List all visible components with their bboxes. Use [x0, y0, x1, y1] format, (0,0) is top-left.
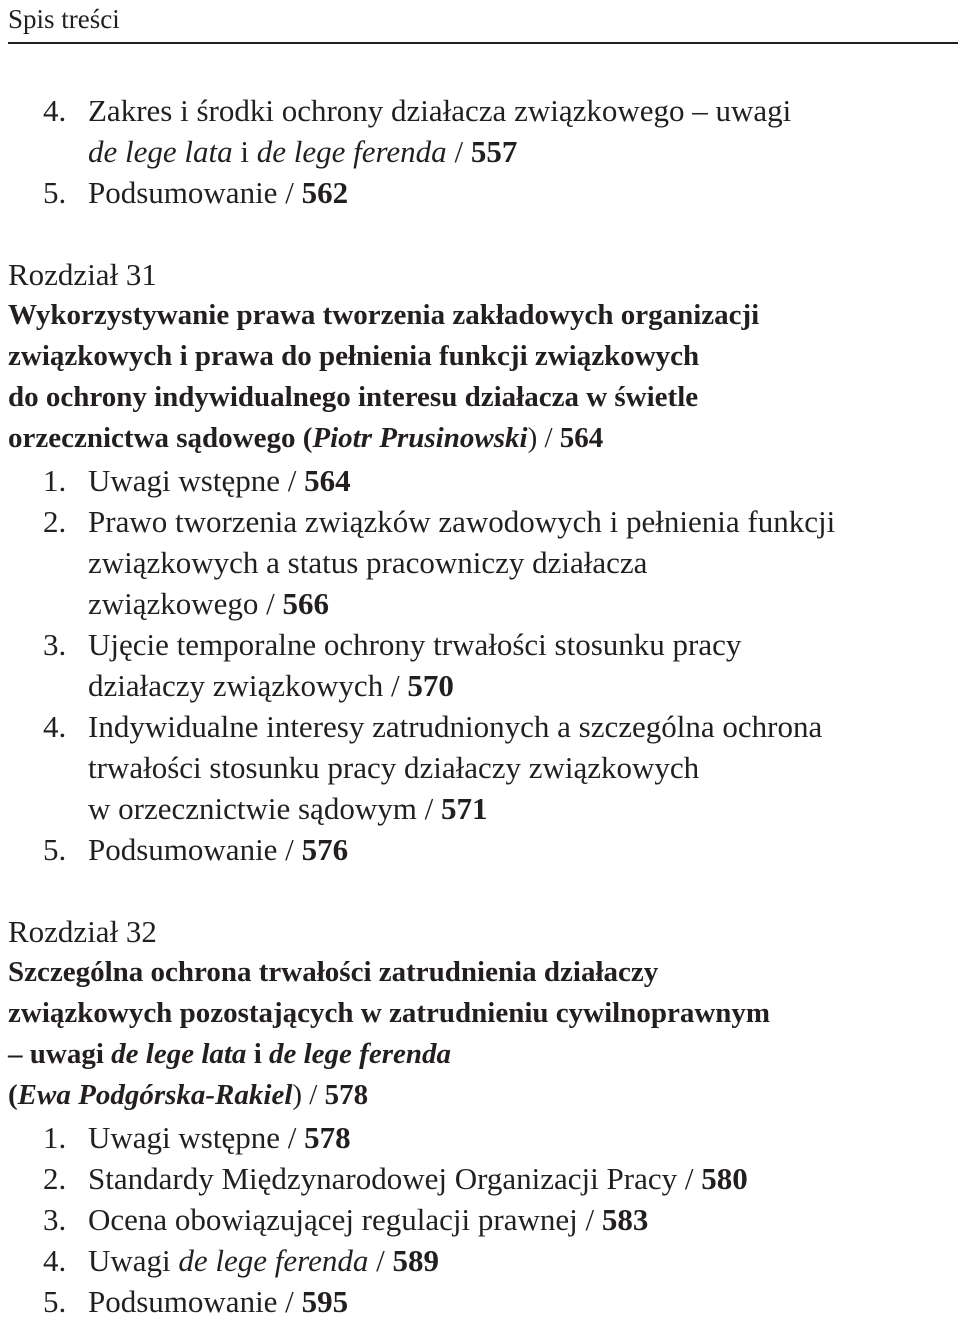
header-rule — [8, 42, 958, 44]
entry-text: Uwagi — [88, 1243, 179, 1278]
page-number: 570 — [407, 668, 454, 703]
toc-entry-5[interactable] — [43, 172, 348, 213]
entry-number: 3. — [43, 627, 67, 662]
entry-text: Prawo tworzenia związków zawodowych i pełnienia funkcji — [88, 504, 836, 539]
toc-entry-cont[interactable]: trwałości stosunku pracy działaczy związkowych — [88, 750, 700, 785]
toc-entry[interactable] — [43, 624, 741, 665]
chapter-31-label: Rozdział 31 — [8, 257, 157, 292]
toc-entry[interactable] — [43, 1117, 351, 1158]
page-number: 578 — [304, 1120, 351, 1155]
toc-entry[interactable] — [43, 829, 348, 870]
toc-entry[interactable] — [43, 1199, 648, 1240]
entry-number: 1. — [43, 1120, 67, 1155]
toc-entry[interactable] — [43, 706, 822, 747]
title-text: ( — [8, 1079, 18, 1111]
title-text: orzecznictwa sądowego ( — [8, 422, 313, 454]
page-number: 580 — [701, 1161, 748, 1196]
entry-number: 5. — [43, 1284, 67, 1319]
entry-number: 4. — [43, 1243, 67, 1278]
italic-term: de lege lata — [111, 1038, 247, 1070]
italic-term: de lege lata — [88, 134, 233, 169]
entry-text: w orzecznictwie sądowym / — [88, 791, 441, 826]
page-number: 566 — [282, 586, 330, 621]
page-number: 571 — [440, 791, 488, 826]
entry-text: Podsumowanie / — [88, 1284, 302, 1319]
page-number: 578 — [324, 1079, 369, 1111]
chapter-31-title-line[interactable]: Wykorzystywanie prawa tworzenia zakładowych organizacji — [8, 299, 760, 331]
chapter-31-title-line[interactable]: do ochrony indywidualnego interesu działacza w świetle — [8, 381, 699, 413]
entry-number: 5. — [43, 175, 67, 210]
italic-term: de lege ferenda — [256, 134, 447, 169]
entry-text: działaczy związkowych / — [88, 668, 408, 703]
entry-text: Podsumowanie / — [88, 832, 302, 867]
chapter-31-title-line[interactable]: związkowych i prawa do pełnienia funkcji związkowych — [8, 340, 700, 372]
page-number: 595 — [301, 1284, 349, 1319]
separator: ) / — [527, 422, 560, 454]
entry-text: Ocena obowiązującej regulacji prawnej / — [88, 1202, 602, 1237]
page-number: 564 — [304, 463, 351, 498]
title-text: i — [246, 1038, 269, 1070]
entry-text: Uwagi wstępne / — [88, 463, 305, 498]
page-number: 589 — [392, 1243, 439, 1278]
chapter-32-author-line[interactable] — [8, 1075, 368, 1116]
toc-entry-cont[interactable] — [88, 583, 329, 624]
entry-text: Ujęcie temporalne ochrony trwałości stosunku pracy — [88, 627, 742, 662]
entry-text: Podsumowanie — [88, 175, 278, 210]
entry-number: 2. — [43, 1161, 67, 1196]
separator: / — [277, 175, 302, 210]
entry-number: 3. — [43, 1202, 67, 1237]
toc-entry[interactable] — [43, 501, 835, 542]
chapter-31-title-last[interactable] — [8, 418, 603, 459]
entry-text: Zakres i środki ochrony działacza związkowego – uwagi — [88, 93, 792, 128]
entry-number: 1. — [43, 463, 67, 498]
page-number: 557 — [470, 134, 518, 169]
entry-number: 2. — [43, 504, 67, 539]
chapter-32-label: Rozdział 32 — [8, 914, 157, 949]
entry-number: 5. — [43, 832, 67, 867]
chapter-32-title-line[interactable] — [8, 1034, 451, 1075]
toc-entry[interactable] — [43, 1281, 348, 1322]
entry-text: związkowego / — [88, 586, 283, 621]
chapter-author: Piotr Prusinowski — [312, 422, 528, 454]
italic-term: de lege ferenda — [269, 1038, 451, 1070]
page-number: 562 — [301, 175, 349, 210]
separator: / — [446, 134, 471, 169]
entry-number: 4. — [43, 93, 67, 128]
entry-text: Uwagi wstępne / — [88, 1120, 305, 1155]
entry-number: 4. — [43, 709, 67, 744]
separator: / — [368, 1243, 393, 1278]
toc-entry[interactable] — [43, 1240, 439, 1281]
toc-entry[interactable] — [43, 460, 351, 501]
toc-entry-4-line1 — [43, 90, 791, 131]
toc-entry-cont[interactable] — [88, 665, 454, 706]
chapter-author: Ewa Podgórska-Rakiel — [17, 1079, 293, 1111]
italic-term: de lege ferenda — [178, 1243, 369, 1278]
separator: ) / — [292, 1079, 325, 1111]
page-number: 564 — [559, 422, 604, 454]
toc-entry-4-line2[interactable] — [88, 131, 517, 172]
page-number: 576 — [301, 832, 349, 867]
toc-entry[interactable] — [43, 1158, 748, 1199]
running-head: Spis treści — [8, 4, 120, 34]
entry-text: i — [232, 134, 257, 169]
entry-text: Standardy Międzynarodowej Organizacji Pracy / — [88, 1161, 702, 1196]
title-text: – uwagi — [8, 1038, 112, 1070]
toc-entry-cont[interactable]: związkowych a status pracowniczy działacza — [88, 545, 648, 580]
toc-entry-cont[interactable] — [88, 788, 487, 829]
chapter-32-title-line[interactable]: Szczególna ochrona trwałości zatrudnienia działaczy — [8, 956, 659, 988]
page-number: 583 — [601, 1202, 649, 1237]
entry-text: Indywidualne interesy zatrudnionych a szczególna ochrona — [88, 709, 823, 744]
chapter-32-title-line[interactable]: związkowych pozostających w zatrudnieniu cywilnoprawnym — [8, 997, 771, 1029]
